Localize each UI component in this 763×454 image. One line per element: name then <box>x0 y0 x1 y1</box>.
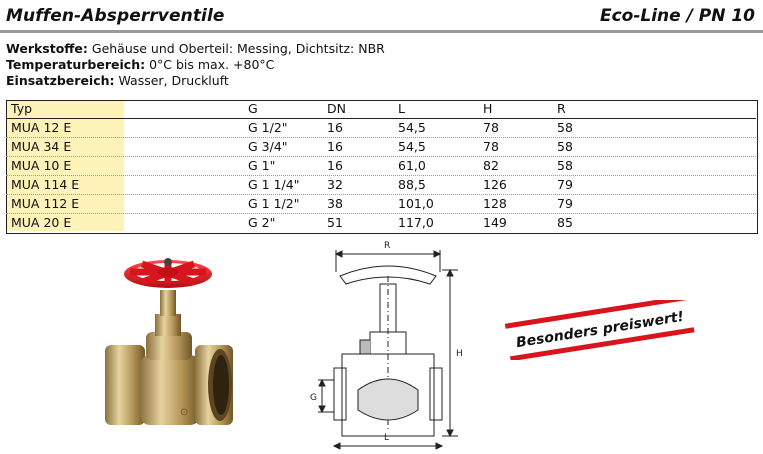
table-row <box>6 138 756 157</box>
col-header: DN <box>327 101 346 116</box>
cell-r: 85 <box>557 215 573 230</box>
cell-h: 78 <box>483 120 499 135</box>
cell-dn: 32 <box>327 177 343 192</box>
cell-r: 58 <box>557 139 573 154</box>
spec-value: Gehäuse und Oberteil: Messing, Dichtsitz: NBR <box>87 41 385 56</box>
cell-l: 88,5 <box>398 177 426 192</box>
table-row <box>6 157 756 176</box>
page-title: Muffen-Absperrventile <box>6 6 225 26</box>
cell-g: G 1/2" <box>248 120 288 135</box>
cell-typ: MUA 12 E <box>11 120 72 135</box>
product-table <box>6 100 758 234</box>
cell-dn: 16 <box>327 139 343 154</box>
dim-label-g: G <box>310 393 317 403</box>
cell-r: 58 <box>557 158 573 173</box>
cell-g: G 1" <box>248 158 276 173</box>
spec-line <box>6 73 385 89</box>
cell-h: 78 <box>483 139 499 154</box>
cell-g: G 1 1/2" <box>248 196 300 211</box>
cell-l: 117,0 <box>398 215 434 230</box>
table-row <box>6 214 756 232</box>
col-header: L <box>398 101 405 116</box>
cell-typ: MUA 112 E <box>11 196 80 211</box>
col-header: R <box>557 101 566 116</box>
promo-text: Besonders preiswert! <box>514 308 686 352</box>
cell-r: 79 <box>557 196 573 211</box>
table-header-row <box>6 100 756 119</box>
cell-dn: 16 <box>327 120 343 135</box>
cell-h: 126 <box>483 177 507 192</box>
cell-g: G 1 1/4" <box>248 177 300 192</box>
cell-typ: MUA 20 E <box>11 215 72 230</box>
table-row <box>6 119 756 138</box>
header-divider <box>0 30 763 33</box>
dim-label-r: R <box>384 241 391 251</box>
series-label: Eco-Line / PN 10 <box>599 6 755 26</box>
cell-g: G 3/4" <box>248 139 288 154</box>
spec-label: Einsatzbereich: <box>6 73 115 88</box>
cell-l: 54,5 <box>398 139 426 154</box>
cell-l: 61,0 <box>398 158 426 173</box>
cell-typ: MUA 114 E <box>11 177 80 192</box>
cell-dn: 38 <box>327 196 343 211</box>
spec-value: 0°C bis max. +80°C <box>145 57 275 72</box>
page-header <box>0 0 763 32</box>
cell-h: 149 <box>483 215 507 230</box>
spec-block <box>6 41 385 89</box>
cell-dn: 51 <box>327 215 343 230</box>
dim-label-l: L <box>384 433 390 443</box>
valve-photo <box>100 250 270 450</box>
promo-stamp <box>505 300 695 360</box>
cell-r: 58 <box>557 120 573 135</box>
spec-value: Wasser, Druckluft <box>114 73 229 88</box>
cell-typ: MUA 34 E <box>11 139 72 154</box>
col-header: Typ <box>11 101 33 116</box>
table-row <box>6 176 756 195</box>
spec-line <box>6 57 385 73</box>
cell-typ: MUA 10 E <box>11 158 72 173</box>
cell-r: 79 <box>557 177 573 192</box>
col-header: H <box>483 101 493 116</box>
cell-h: 82 <box>483 158 499 173</box>
table-row <box>6 195 756 214</box>
svg-text:⊙: ⊙ <box>180 407 189 418</box>
cell-dn: 16 <box>327 158 343 173</box>
col-header: G <box>248 101 258 116</box>
cell-l: 54,5 <box>398 120 426 135</box>
spec-label: Temperaturbereich: <box>6 57 146 72</box>
cell-g: G 2" <box>248 215 276 230</box>
cell-l: 101,0 <box>398 196 434 211</box>
spec-label: Werkstoffe: <box>6 41 88 56</box>
technical-drawing <box>298 240 473 452</box>
cell-h: 128 <box>483 196 507 211</box>
dim-label-h: H <box>456 349 463 359</box>
spec-line <box>6 41 385 57</box>
